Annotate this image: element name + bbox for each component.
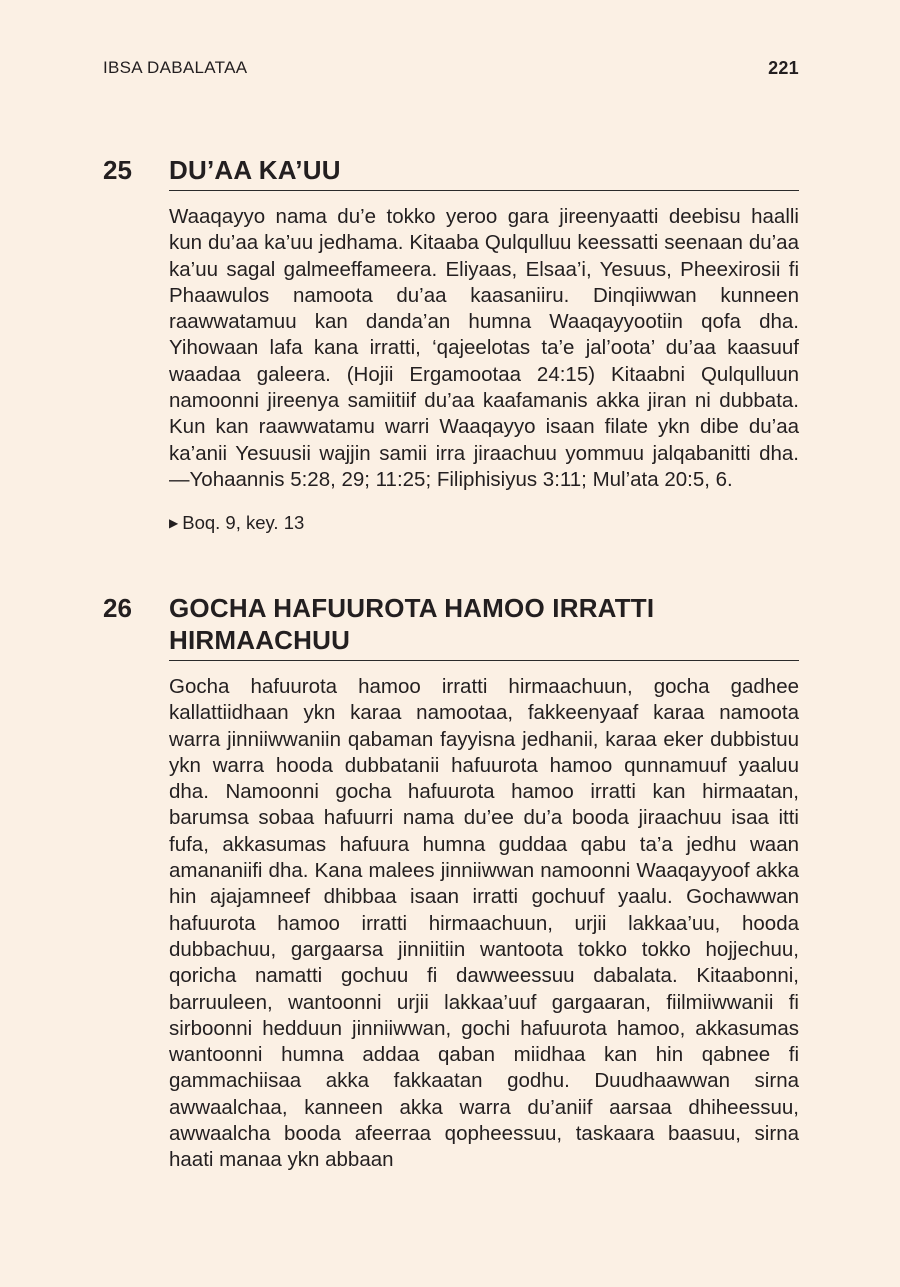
cross-reference[interactable] [169,511,799,535]
running-header [103,58,799,84]
cross-reference-text: Boq. 9, key. 13 [182,512,305,534]
section-title: DU’AA KA’UU [169,154,799,191]
page-number: 221 [768,58,799,78]
section-25 [103,154,799,535]
section-title: GOCHA HAFUUROTA HAMOO IRRATTI HIRMAACHUU [169,592,799,661]
running-title: IBSA DABALATAA [103,58,248,77]
section-body: Gocha hafuurota hamoo irratti hirmaachuun, gocha gadhee kallattiidhaan ykn karaa namootaa, fakkeenyaaf karaa namoota warra jinniiwwaniin qabaman fayyisna jedhanii, karaa eker dubbistuu ykn warra hooda dubbatanii hafuurota hamoo qunnamuuf yaaluu dha. Namoonni gocha hafuurota hamoo irratti kan hirmaatan, barumsa sobaa hafuurri nama du’ee du’a booda jiraachuu isaa itti fufa, akkasumas hafuura humna guddaa qabu ta’a jedhu waan amananiifi dha. Kana malees jinniiwwan namoonni Waaqayyoof akka hin ajajamneef dhibbaa isaan irratti gochuuf yaalu. Gochawwan hafuurota hamoo irratti hirmaachuun, urjii lakkaa’uu, hooda dubbachuu, gargaarsa jinniitiin wantoota tokko tokko hojjechuu, qoricha namatti gochuu fi dawweessuu dabalata. Kitaabonni, barruuleen, wantoonni urjii lakkaa’uuf gargaaran, fiilmiiwwanii fi sirboonni hedduun jinniiwwan, gochi hafuurota hamoo, akkasumas wantoonni humna addaa qaban miidhaa kan hin qabnee fi gammachiisaa akka fakkaatan godhu. Duudhaawwan sirna awwaalchaa, kanneen akka warra du’aniif aarsaa dhiheessuu, awwaalcha booda afeerraa qopheessuu, taskaara baasuu, sirna haati manaa ykn abbaan [169,675,799,1172]
play-arrow-icon: ▶ [169,516,179,531]
section-number: 26 [103,593,132,623]
section-number: 25 [103,155,132,185]
section-26 [103,592,799,1174]
section-body: Waaqayyo nama du’e tokko yeroo gara jireenyaatti deebisu haalli kun du’aa ka’uu jedhama. Kitaaba Qulqulluu keessatti seenaan du’aa ka’uu sagal galmeeffameera. Eliyaas, Elsaa’i, Yesuus, Pheexirosii fi Phaawulos namoota du’aa kaasaniiru. Dinqiiwwan kunneen raawwatamuu kan danda’an humna Waaqayyootiin qofa dha. Yihowaan lafa kana irratti, ‘qajeelotas ta’e jal’oota’ du’aa kaasuuf waadaa galeera. (Hojii Ergamootaa 24:15) Kitaabni Qulqulluun namoonni jireenya samiitiif du’aa kaafamanis akka jiran ni dubbata. Kun kan raawwatamu warri Waaqayyo isaan filate ykn dibe du’aa ka’anii Yesuusii wajjin samii irra jiraachuu yommuu jalqabanitti dha. —Yohaannis 5:28, 29; 11:25; Filiphisiyus 3:11; Mul’ata 20:5, 6. [169,205,799,491]
